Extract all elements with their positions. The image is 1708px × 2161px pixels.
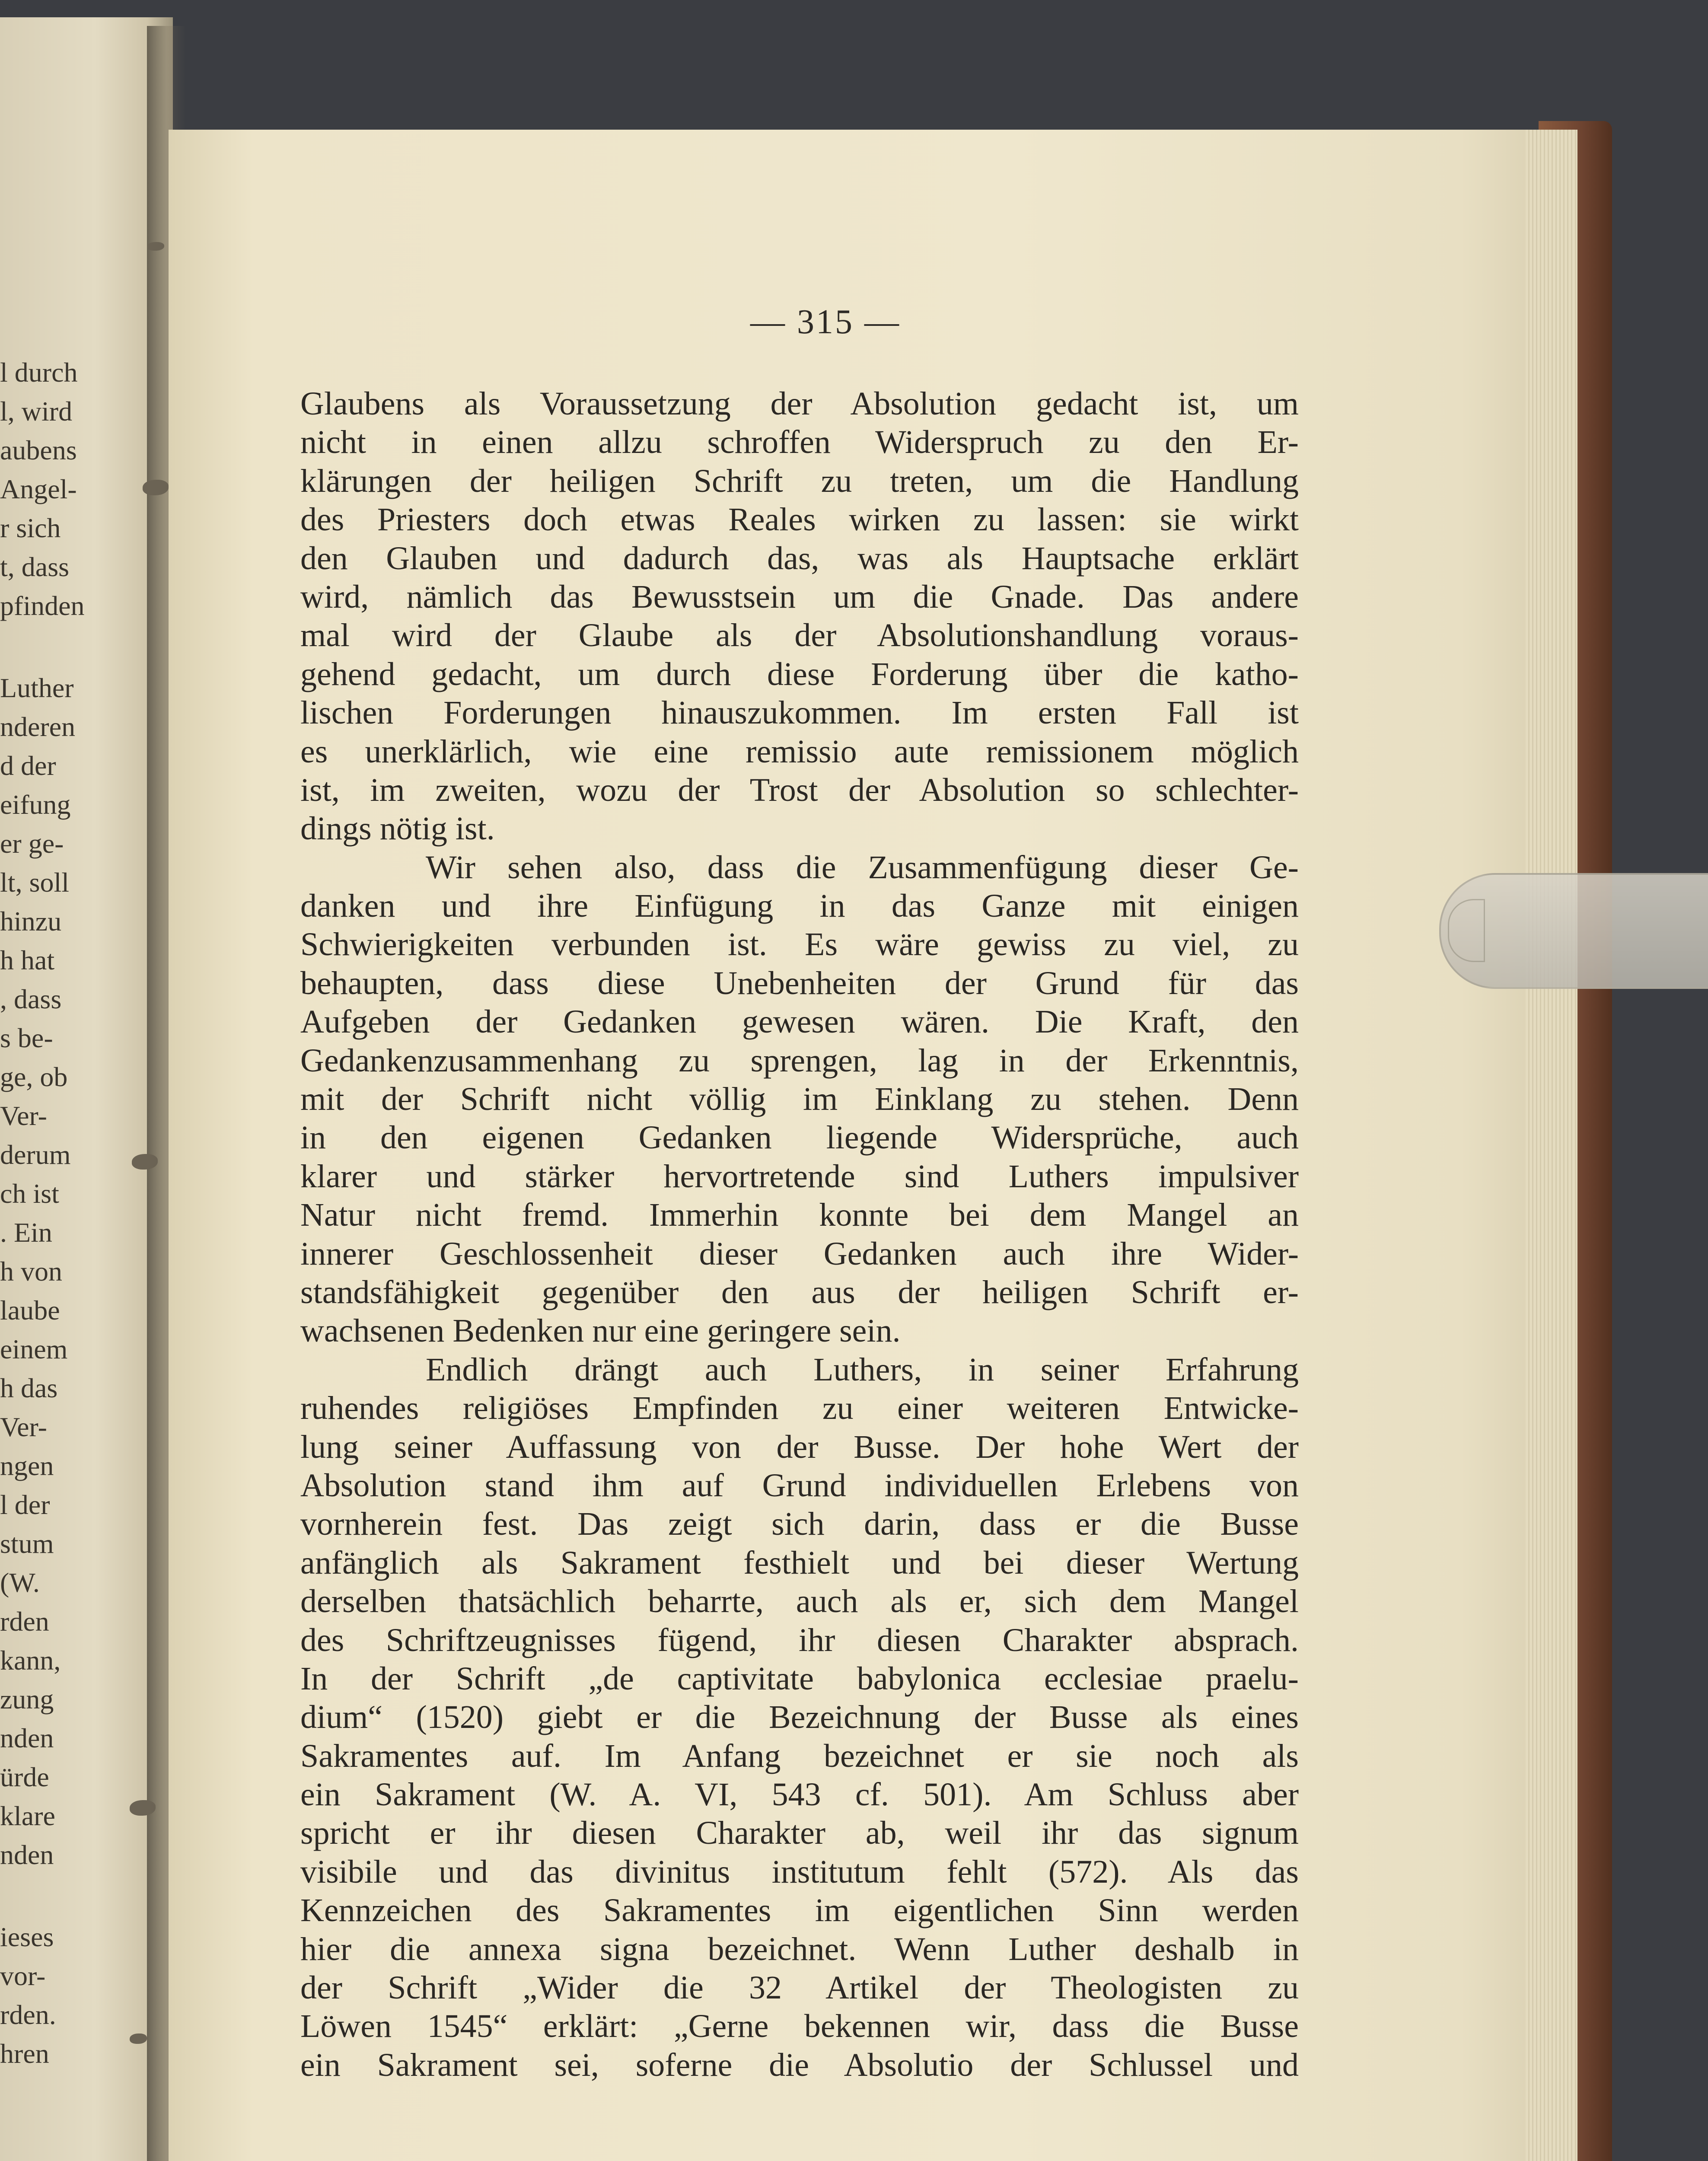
- text-line: standsfähigkeit gegenüber den aus der heiligen Schrift er-: [300, 1274, 1299, 1310]
- text-line: ist, im zweiten, wozu der Trost der Absolution so schlechter-: [300, 771, 1299, 808]
- left-page-fragment: ürde: [0, 1762, 49, 1792]
- left-page-fragment: l, wird: [0, 396, 73, 427]
- text-line: In der Schrift „de captivitate babylonica ecclesiae praelu-: [300, 1660, 1299, 1697]
- text-line: Glaubens als Voraussetzung der Absolution gedacht ist, um: [300, 386, 1299, 422]
- left-page-fragment: l durch: [0, 357, 78, 388]
- left-page-fragment: d der: [0, 750, 56, 781]
- left-page-fragment: h hat: [0, 945, 55, 975]
- left-page-fragment: Angel-: [0, 474, 77, 504]
- text-line: ein Sakrament (W. A. VI, 543 cf. 501). Am Schluss aber: [300, 1776, 1299, 1813]
- left-page-fragment: l der: [0, 1489, 50, 1520]
- margin-mark: [130, 2034, 147, 2044]
- margin-mark: [147, 242, 164, 251]
- text-line: mal wird der Glaube als der Absolutionshandlung voraus-: [300, 617, 1299, 654]
- page-edge: [1526, 130, 1577, 2161]
- margin-mark: [132, 1154, 158, 1170]
- text-line: lischen Forderungen hinauszukommen. Im ersten Fall ist: [300, 695, 1299, 731]
- margin-mark: [130, 1800, 156, 1816]
- left-page-fragment: Ver-: [0, 1100, 47, 1131]
- left-page-fragment: h von: [0, 1256, 62, 1287]
- left-page-fragment: derum: [0, 1139, 71, 1170]
- left-page-fragment: zung: [0, 1684, 54, 1715]
- text-line: in den eigenen Gedanken liegende Widersprüche, auch: [300, 1119, 1299, 1156]
- text-line: anfänglich als Sakrament festhielt und bei dieser Wertung: [300, 1544, 1299, 1581]
- text-line: Aufgeben der Gedanken gewesen wären. Die Kraft, den: [300, 1004, 1299, 1040]
- text-line: mit der Schrift nicht völlig im Einklang zu stehen. Denn: [300, 1081, 1299, 1118]
- left-page-fragment: hren: [0, 2038, 49, 2069]
- text-line: vornherein fest. Das zeigt sich darin, dass er die Busse: [300, 1506, 1299, 1543]
- left-page-fragment: h das: [0, 1373, 58, 1403]
- left-page-fragment: pfinden: [0, 590, 85, 621]
- text-line: den Glauben und dadurch das, was als Hauptsache erklärt: [300, 540, 1299, 577]
- left-page-fragment: vor-: [0, 1960, 46, 1991]
- text-line: nicht in einen allzu schroffen Widerspruch zu den Er-: [300, 424, 1299, 461]
- left-page-fragment: laube: [0, 1295, 60, 1326]
- text-line: gehend gedacht, um durch diese Forderung über die katho-: [300, 656, 1299, 692]
- left-page-fragment: lt, soll: [0, 867, 70, 898]
- text-line: klärungen der heiligen Schrift zu treten, um die Handlung: [300, 462, 1299, 499]
- left-page-fragment: (W.: [0, 1567, 40, 1598]
- text-line: Gedankenzusammenhang zu sprengen, lag in der Erkenntnis,: [300, 1042, 1299, 1079]
- text-line: hier die annexa signa bezeichnet. Wenn Luther deshalb in: [300, 1931, 1299, 1967]
- text-line: spricht er ihr diesen Charakter ab, weil ihr das signum: [300, 1815, 1299, 1852]
- left-page-fragment: , dass: [0, 984, 62, 1014]
- text-line: es unerklärlich, wie eine remissio aute remissionem möglich: [300, 733, 1299, 770]
- left-page-fragment: rden.: [0, 1999, 56, 2030]
- left-page-fragment: Ver-: [0, 1412, 47, 1442]
- text-line: Schwierigkeiten verbunden ist. Es wäre gewiss zu viel, zu: [300, 926, 1299, 963]
- text-line: Sakramentes auf. Im Anfang bezeichnet er sie noch als: [300, 1737, 1299, 1774]
- left-page-fragment: aubens: [0, 435, 77, 465]
- left-page-fragment: ge, ob: [0, 1061, 68, 1092]
- text-line: lung seiner Auffassung von der Busse. Der hohe Wert der: [300, 1428, 1299, 1465]
- text-line: dings nötig ist.: [300, 810, 495, 847]
- left-page-fragment: r sich: [0, 513, 61, 543]
- text-line: klarer und stärker hervortretende sind Luthers impulsiver: [300, 1158, 1299, 1195]
- text-line: Löwen 1545“ erklärt: „Gerne bekennen wir, dass die Busse: [300, 2008, 1299, 2045]
- left-page-fragment: ieses: [0, 1922, 54, 1952]
- left-page-fragment: hinzu: [0, 906, 62, 937]
- left-page-fragment: eifung: [0, 789, 71, 820]
- left-page-fragment: klare: [0, 1801, 55, 1831]
- text-line: ruhendes religiöses Empfinden zu einer weiteren Entwicke-: [300, 1390, 1299, 1427]
- text-line: visibile und das divinitus institutum fehlt (572). Als das: [300, 1853, 1299, 1890]
- book-clamp-rim: [1448, 899, 1485, 962]
- text-line: Absolution stand ihm auf Grund individuellen Erlebens von: [300, 1467, 1299, 1504]
- left-page-fragment: stum: [0, 1528, 54, 1559]
- left-page-fragment: einem: [0, 1334, 68, 1364]
- left-page-fragment: ngen: [0, 1450, 54, 1481]
- text-line: des Priesters doch etwas Reales wirken zu lassen: sie wirkt: [300, 501, 1299, 538]
- left-page-fragment: ch ist: [0, 1178, 59, 1209]
- left-page-fragment: Luther: [0, 673, 74, 703]
- left-page-fragment: nden: [0, 1723, 54, 1753]
- text-line: der Schrift „Wider die 32 Artikel der Theologisten zu: [300, 1970, 1299, 2006]
- text-line: Natur nicht fremd. Immerhin konnte bei dem Mangel an: [300, 1197, 1299, 1233]
- text-line: Endlich drängt auch Luthers, in seiner Erfahrung: [426, 1351, 1299, 1388]
- text-line: Kennzeichen des Sakramentes im eigentlichen Sinn werden: [300, 1892, 1299, 1929]
- left-page-fragment: . Ein: [0, 1217, 52, 1248]
- text-line: innerer Geschlossenheit dieser Gedanken auch ihre Wider-: [300, 1235, 1299, 1272]
- text-line: behaupten, dass diese Unebenheiten der Grund für das: [300, 965, 1299, 1001]
- text-line: ein Sakrament sei, soferne die Absolutio der Schlussel und: [300, 2046, 1299, 2083]
- text-line: wird, nämlich das Bewusstsein um die Gnade. Das andere: [300, 578, 1299, 615]
- left-page-fragment: nderen: [0, 711, 76, 742]
- body-text: [300, 385, 1299, 2085]
- left-page-fragment: er ge-: [0, 828, 64, 859]
- text-line: Wir sehen also, dass die Zusammenfügung dieser Ge-: [426, 849, 1299, 886]
- page-number: — 315 —: [750, 303, 901, 341]
- left-page-fragment: rden: [0, 1606, 49, 1637]
- left-page-fragment: t, dass: [0, 551, 69, 582]
- left-page-fragment: nden: [0, 1839, 54, 1870]
- text-line: danken und ihre Einfügung in das Ganze mit einigen: [300, 888, 1299, 924]
- margin-mark: [143, 480, 169, 495]
- text-line: des Schriftzeugnisses fügend, ihr diesen Charakter absprach.: [300, 1622, 1299, 1658]
- text-line: derselben thatsächlich beharrte, auch als er, sich dem Mangel: [300, 1583, 1299, 1620]
- left-page-fragment: s be-: [0, 1023, 53, 1053]
- text-line: wachsenen Bedenken nur eine geringere sein.: [300, 1313, 901, 1349]
- left-page-fragment: kann,: [0, 1645, 61, 1676]
- text-line: dium“ (1520) giebt er die Bezeichnung der Busse als eines: [300, 1699, 1299, 1736]
